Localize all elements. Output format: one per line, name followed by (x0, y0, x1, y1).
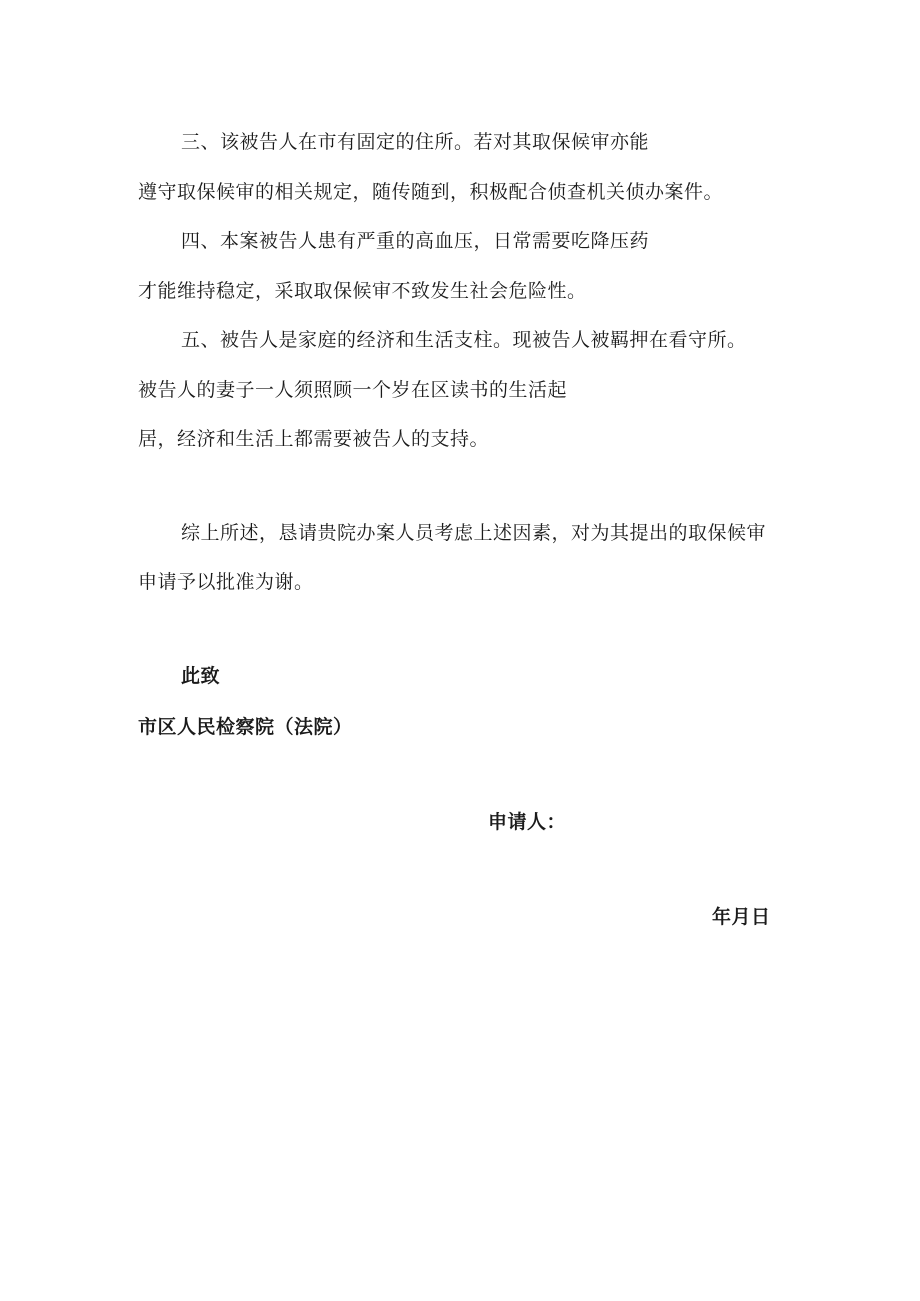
paragraph-3-line-1: 三、该被告人在市有固定的住所。若对其取保候审亦能 (181, 131, 650, 153)
applicant-label: 申请人： (488, 811, 567, 833)
paragraph-5-line-3: 居，经济和生活上都需要被告人的支持。 (138, 428, 490, 450)
conclusion-line-2: 申请予以批准为谢。 (138, 571, 314, 593)
paragraph-3-line-2: 遵守取保候审的相关规定，随传随到，积极配合侦查机关侦办案件。 (138, 181, 724, 203)
paragraph-4-line-2: 才能维持稳定，采取取保候审不致发生社会危险性。 (138, 280, 587, 302)
paragraph-4-line-1: 四、本案被告人患有严重的高血压，日常需要吃降压药 (181, 230, 650, 252)
paragraph-5-line-2: 被告人的妻子一人须照顾一个岁在区读书的生活起 (138, 379, 568, 401)
date-label: 年月日 (712, 906, 771, 928)
conclusion-line-1: 综上所述，恳请贵院办案人员考虑上述因素，对为其提出的取保候审 (181, 522, 767, 544)
salutation: 此致 (181, 665, 221, 687)
paragraph-5-line-1: 五、被告人是家庭的经济和生活支柱。现被告人被羁押在看守所。 (181, 329, 747, 351)
recipient: 市区人民检察院（法院） (138, 716, 353, 738)
